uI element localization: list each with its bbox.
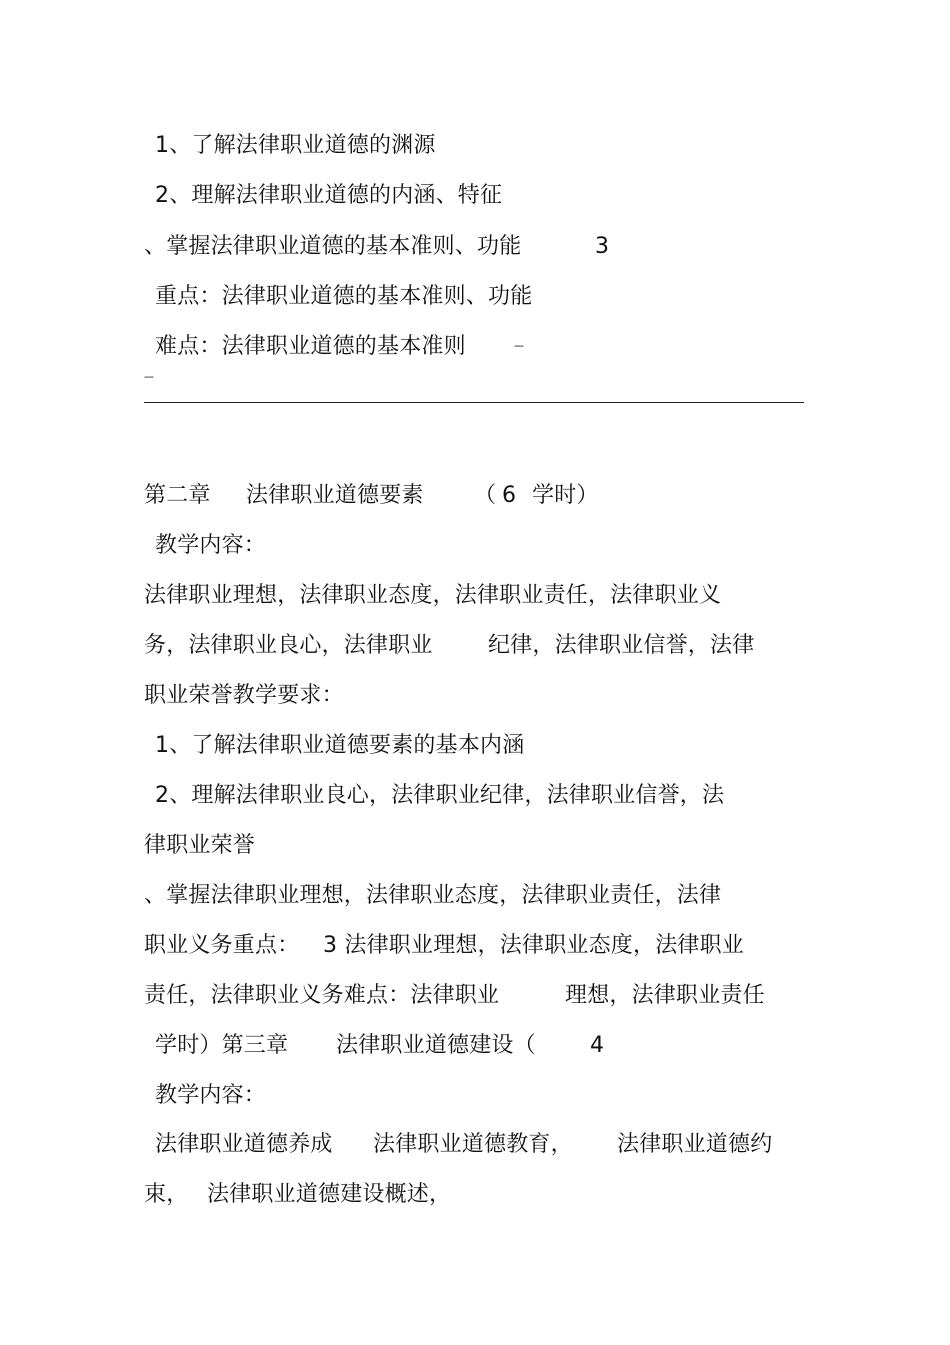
chapter2-requirement-2-line-2: 律职业荣誉 — [144, 833, 256, 858]
section1-requirement-1: 1、了解法律职业道德的渊源 — [155, 133, 436, 158]
chapter3-heading-c: 4 — [590, 1033, 605, 1058]
chapter2-requirement-3-line-2b: 3 法律职业理想，法律职业态度，法律职业 — [323, 933, 744, 958]
chapter3-content-line-1b: 法律职业道德教育， — [373, 1132, 573, 1157]
section-divider — [144, 402, 804, 403]
section1-requirement-3-number: 3 — [595, 234, 610, 259]
section1-requirement-2: 2、理解法律职业道德的内涵、特征 — [155, 183, 503, 208]
chapter2-requirement-3-line-3b: 理想，法律职业责任 — [565, 983, 765, 1008]
section1-difficulty: 难点：法律职业道德的基本准则 — [155, 334, 466, 359]
chapter3-content-line-2a: 束， — [144, 1182, 189, 1207]
chapter3-heading-a: 学时）第三章 — [155, 1033, 289, 1058]
chapter2-content-line-2b: 纪律，法律职业信誉，法律 — [488, 633, 755, 658]
section1-key-point: 重点：法律职业道德的基本准则、功能 — [155, 284, 533, 309]
chapter2-content-label: 教学内容： — [155, 533, 267, 558]
chapter2-requirement-3-line-1: 、掌握法律职业理想，法律职业态度，法律职业责任，法律 — [144, 883, 722, 908]
chapter2-hours-number: 6 — [502, 483, 517, 508]
chapter3-content-line-1a: 法律职业道德养成 — [155, 1132, 333, 1157]
section1-requirement-3: 、掌握法律职业道德的基本准则、功能 — [144, 234, 522, 259]
chapter3-heading-b: 法律职业道德建设（ — [336, 1033, 536, 1058]
chapter2-content-line-3: 职业荣誉教学要求： — [144, 683, 344, 708]
chapter2-content-line-1: 法律职业理想，法律职业态度，法律职业责任，法律职业义 — [144, 583, 722, 608]
chapter3-content-label: 教学内容： — [155, 1083, 267, 1108]
chapter2-content-line-2a: 务，法律职业良心，法律职业 — [144, 633, 433, 658]
chapter3-content-line-2b: 法律职业道德建设概述， — [207, 1182, 452, 1207]
chapter2-hours-close: 学时） — [532, 483, 599, 508]
chapter2-requirement-2-line-1: 2、理解法律职业良心，法律职业纪律，法律职业信誉，法 — [155, 783, 725, 808]
chapter3-content-line-1c: 法律职业道德约 — [617, 1132, 773, 1157]
section1-mark-1: --- — [514, 339, 523, 352]
chapter2-requirement-3-line-2a: 职业义务重点： — [144, 933, 300, 958]
chapter2-number: 第二章 — [144, 483, 211, 508]
chapter2-requirement-3-line-3a: 责任，法律职业义务难点：法律职业 — [144, 983, 500, 1008]
chapter2-requirement-1: 1、了解法律职业道德要素的基本内涵 — [155, 733, 525, 758]
chapter2-hours-open: （ — [474, 483, 497, 508]
chapter2-title: 法律职业道德要素 — [246, 483, 424, 508]
section1-mark-2: --- — [144, 370, 153, 383]
